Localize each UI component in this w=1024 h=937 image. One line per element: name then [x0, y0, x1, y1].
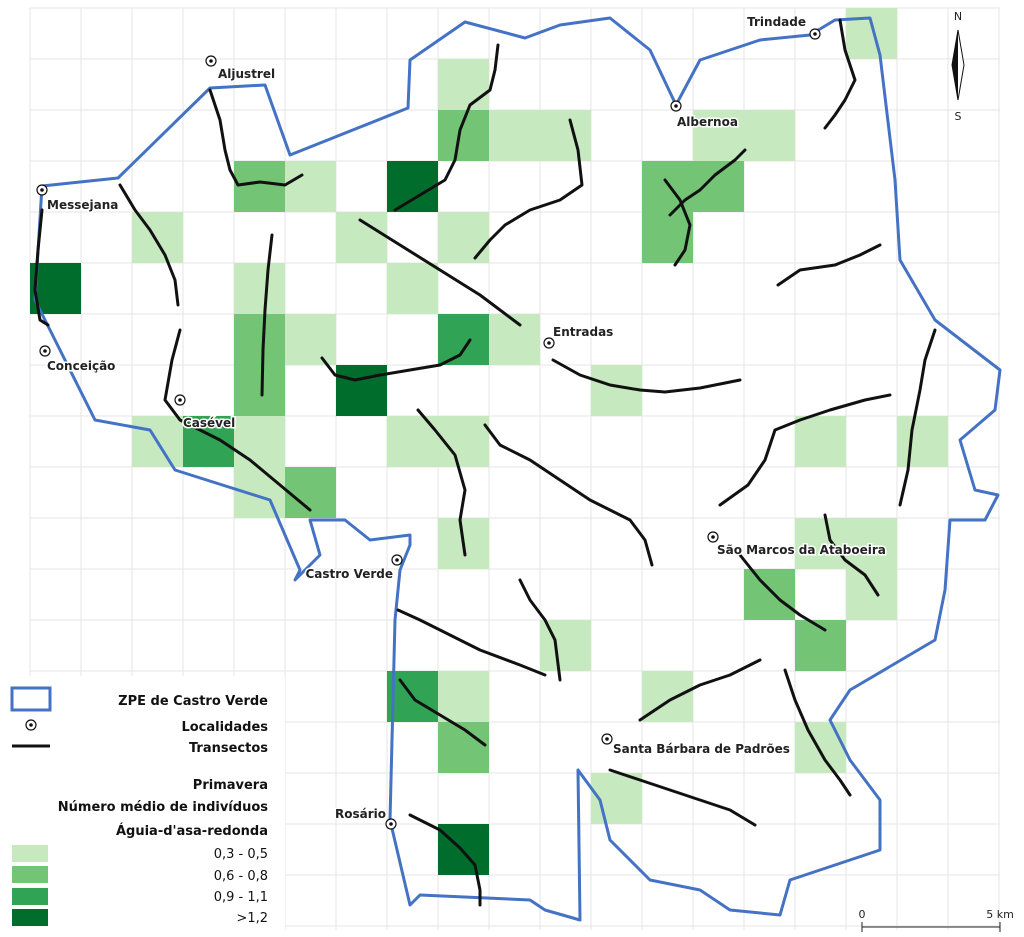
density-cell-class-1 [897, 416, 948, 467]
density-cell-class-1 [132, 212, 183, 263]
legend-class-4-label: >1,2 [236, 911, 268, 926]
density-cell-class-2 [234, 161, 285, 212]
legend-swatch-class-1 [12, 845, 48, 862]
legend-transects-label: Transectos [188, 741, 268, 756]
density-cell-class-1 [234, 263, 285, 314]
density-cell-class-1 [438, 212, 489, 263]
locality-4 [544, 325, 613, 348]
north-arrow-icon [952, 10, 964, 123]
locality-label: Albernoa [677, 115, 738, 129]
density-cell-class-1 [846, 8, 897, 59]
locality-3 [37, 185, 118, 212]
legend-species: Águia-d'asa-redonda [115, 824, 268, 839]
legend-season: Primavera [192, 778, 268, 793]
density-cell-class-1 [846, 569, 897, 620]
density-cell-class-1 [438, 671, 489, 722]
density-cell-class-2 [234, 365, 285, 416]
svg-text:N: N [953, 10, 963, 23]
density-cell-class-3 [438, 314, 489, 365]
locality-5 [40, 346, 115, 373]
legend-class-1-label: 0,3 - 0,5 [213, 847, 268, 862]
locality-7 [305, 555, 402, 581]
svg-text:5 km: 5 km [986, 908, 1014, 921]
density-cell-class-1 [234, 416, 285, 467]
density-cell-class-1 [795, 722, 846, 773]
legend-swatch-class-2 [12, 866, 48, 883]
locality-label: São Marcos da Ataboeira [717, 543, 886, 557]
density-cell-class-1 [540, 110, 591, 161]
density-cell-class-1 [795, 416, 846, 467]
locality-label: Rosário [335, 807, 386, 821]
locality-label: Santa Bárbara de Padrões [613, 742, 790, 756]
legend [0, 676, 285, 931]
transect-line [485, 425, 652, 565]
transect-line [778, 245, 880, 285]
density-cell-class-1 [285, 314, 336, 365]
density-cell-class-4 [438, 824, 489, 875]
locality-label: Casével [183, 416, 236, 430]
density-cell-class-2 [693, 161, 744, 212]
density-cell-class-1 [744, 110, 795, 161]
locality-label: Entradas [553, 325, 614, 339]
locality-6 [175, 395, 235, 430]
legend-boundary-label: ZPE de Castro Verde [118, 694, 268, 709]
locality-2 [671, 101, 738, 129]
density-cell-class-1 [285, 161, 336, 212]
legend-class-2-label: 0,6 - 0,8 [213, 869, 268, 884]
locality-label: Messejana [47, 198, 119, 212]
density-cell-class-1 [489, 110, 540, 161]
locality-label: Castro Verde [305, 567, 393, 581]
locality-label: Trindade [747, 15, 806, 29]
density-cell-class-1 [438, 59, 489, 110]
legend-swatch-class-3 [12, 888, 48, 905]
locality-0 [206, 56, 275, 81]
legend-class-3-label: 0,9 - 1,1 [213, 890, 268, 905]
locality-label: Conceição [47, 359, 116, 373]
svg-text:0: 0 [858, 908, 866, 921]
density-cell-class-4 [387, 161, 438, 212]
density-cell-class-2 [642, 212, 693, 263]
density-cell-class-2 [642, 161, 693, 212]
density-cell-class-1 [387, 263, 438, 314]
density-cell-class-2 [744, 569, 795, 620]
density-cell-class-4 [336, 365, 387, 416]
density-cell-class-2 [234, 314, 285, 365]
locality-label: Aljustrel [218, 67, 276, 81]
legend-swatch-class-4 [12, 909, 48, 926]
svg-text:S: S [954, 110, 962, 123]
locality-9 [602, 734, 790, 756]
scale-bar [859, 908, 1014, 932]
legend-metric: Número médio de indivíduos [57, 800, 268, 815]
legend-localities-label: Localidades [181, 720, 268, 735]
